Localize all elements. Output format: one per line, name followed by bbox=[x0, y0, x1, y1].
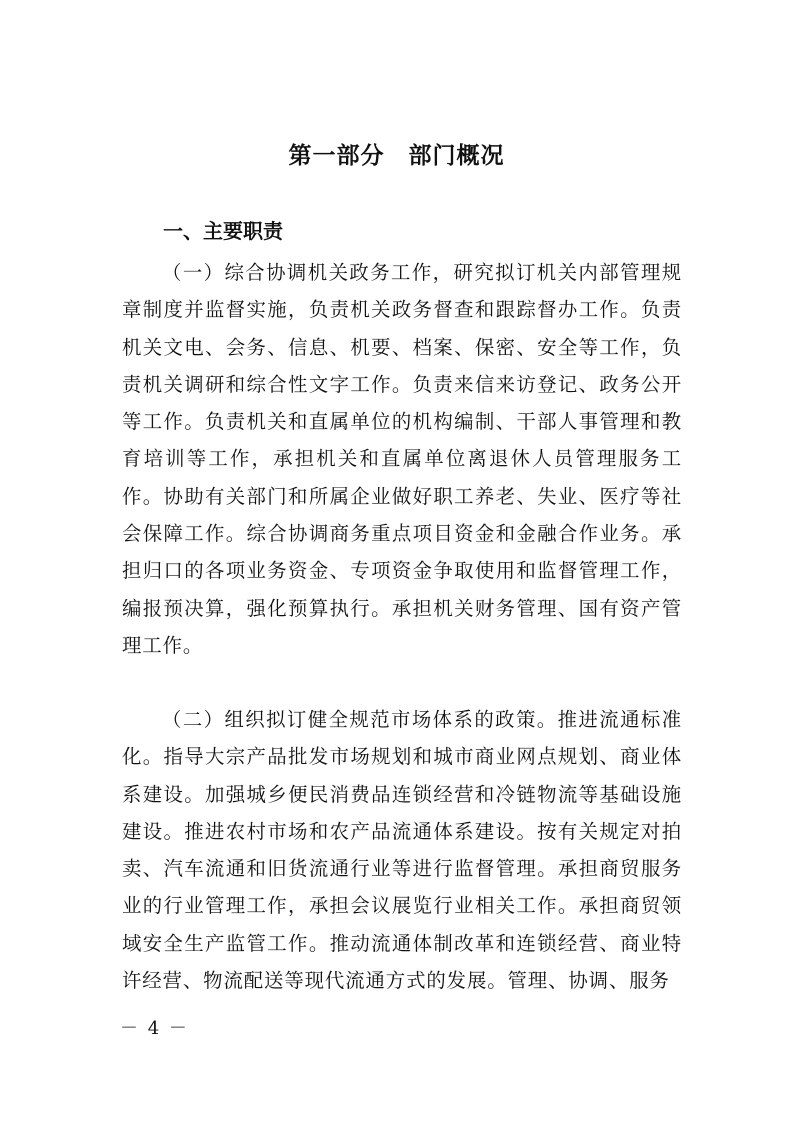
page-number: － 4 － bbox=[120, 1018, 189, 1039]
section-heading: 一、主要职责 bbox=[163, 219, 283, 243]
paragraph: （一）综合协调机关政务工作，研究拟订机关内部管理规章制度并监督实施，负责机关政务督查和跟踪督办工作。负责机关文电、会务、信息、机要、档案、保密、安全等工作，负责机关调研和综合性文字工作。负责来信来访登记、政务公开等工作。负责机关和直属单位的机构编制、干部人事管理和教育培训等工作，承担机关和直属单位离退休人员管理服务工作。协助有关部门和所属企业做好职工养老、失业、医疗等社会保障工作。综合协调商务重点项目资金和金融合作业务。承担归口的各项业务资金、专项资金争取使用和监督管理工作，编报预决算，强化预算执行。承担机关财务管理、国有资产管理工作。 bbox=[122, 261, 682, 657]
page-title: 第一部分 部门概况 bbox=[288, 143, 505, 169]
paragraph: （二）组织拟订健全规范市场体系的政策。推进流通标准化。指导大宗产品批发市场规划和城市商业网点规划、商业体系建设。加强城乡便民消费品连锁经营和冷链物流等基础设施建设。推进农村市场和农产品流通体系建设。按有关规定对拍卖、汽车流通和旧货流通行业等进行监督管理。承担商贸服务业的行业管理工作，承担会议展览行业相关工作。承担商贸领域安全生产监管工作。推动流通体制改革和连锁经营、商业特许经营、物流配送等现代流通方式的发展。管理、协调、服务 bbox=[122, 708, 682, 993]
